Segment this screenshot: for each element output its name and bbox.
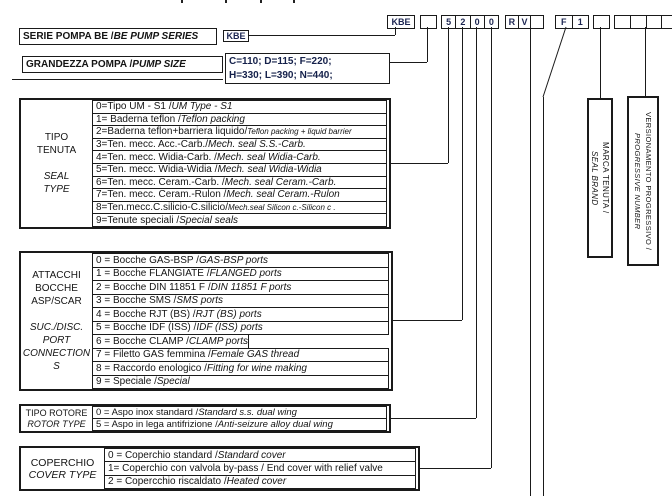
option-text-en: UM Type - S1 bbox=[171, 101, 233, 113]
seal-brand-text-en: SEAL BRAND bbox=[590, 150, 599, 206]
pump-size-values-line2: H=330; L=390; N=440; bbox=[229, 69, 333, 81]
connector-line bbox=[491, 27, 492, 468]
code-box-cell bbox=[421, 16, 436, 28]
section-label-line: BOCCHE bbox=[35, 283, 78, 294]
option-row bbox=[92, 213, 387, 227]
section-label-line: ASP/SCAR bbox=[31, 296, 82, 307]
connector-line bbox=[448, 27, 449, 163]
connector-line bbox=[391, 163, 448, 164]
connector-line bbox=[395, 27, 396, 35]
section-rotor-type bbox=[19, 404, 391, 433]
serie-pompa-value: KBE bbox=[226, 31, 246, 41]
code-box-cell: 5 bbox=[446, 17, 452, 27]
section-cover-type bbox=[19, 446, 420, 491]
option-text: 7 = Filetto GAS femmina / bbox=[96, 349, 211, 361]
option-row bbox=[104, 475, 416, 489]
cropped-text-fragment bbox=[260, 0, 262, 3]
progressive-number-vertical-box bbox=[627, 96, 659, 266]
cropped-text-fragment bbox=[181, 0, 183, 3]
section-label-line bbox=[55, 157, 58, 170]
code-box-cell: F bbox=[561, 17, 567, 27]
grandezza-pompa-label bbox=[22, 56, 223, 73]
option-text-en: Standard s.s. dual wing bbox=[198, 407, 297, 418]
option-row bbox=[92, 418, 387, 431]
code-box-cell: V bbox=[518, 16, 531, 28]
option-text-en: SMS ports bbox=[176, 295, 224, 307]
option-text: 8=Ten.mecc.C.silicio-C.silicio/ bbox=[96, 202, 228, 214]
connector-line bbox=[530, 27, 531, 496]
grandezza-underline bbox=[12, 79, 223, 80]
code-box-cell: 2 bbox=[455, 16, 469, 28]
section-label-line: ATTACCHI bbox=[32, 270, 81, 281]
option-text: 4=Ten. mecc. Widia-Carb. / bbox=[96, 151, 217, 163]
option-text-en: Special bbox=[156, 376, 190, 388]
section-label-line: TIPO ROTORE bbox=[25, 407, 88, 418]
option-text-en: IDF (ISS) ports bbox=[196, 322, 263, 334]
section-rows-port-connections bbox=[92, 253, 389, 389]
option-text-en: Fitting for wine making bbox=[206, 362, 307, 374]
connector-line bbox=[393, 320, 462, 321]
connector-line bbox=[600, 27, 601, 98]
option-text-en: Teflon packing + liquid barrier bbox=[247, 127, 352, 137]
option-text-en: Mech. seal Ceram.-Rulon bbox=[226, 189, 340, 201]
option-text: 0 = Bocche GAS-BSP / bbox=[96, 254, 199, 266]
option-text-en: Anti-seizure alloy dual wing bbox=[217, 419, 333, 430]
connector-line bbox=[476, 27, 477, 418]
option-text: 9=Tenute speciali / bbox=[96, 214, 180, 226]
pump-size-values-box bbox=[225, 53, 390, 84]
connector-line bbox=[462, 27, 463, 320]
section-label-line: S bbox=[53, 361, 60, 372]
pump-size-values-line1: C=110; D=115; F=220; bbox=[229, 55, 332, 67]
connector-line bbox=[390, 62, 427, 63]
section-label-line: ROTOR TYPE bbox=[27, 418, 86, 429]
code-box-group-series bbox=[387, 15, 415, 29]
seal-brand-text-it: MARCA TENUTA / bbox=[601, 142, 610, 214]
option-row bbox=[92, 188, 387, 202]
progressive-number-vertical-text bbox=[632, 98, 654, 264]
code-box-cell bbox=[530, 16, 543, 28]
option-row bbox=[92, 267, 389, 282]
code-box-cell bbox=[646, 16, 662, 28]
code-box-cell: 0 bbox=[470, 16, 484, 28]
option-text: 0 = Aspo inox standard / bbox=[96, 407, 199, 418]
serie-pompa-label-en: BE PUMP SERIES bbox=[113, 31, 199, 42]
option-text-en: Mech.seal Silicon c.-Silicon c . bbox=[227, 203, 336, 213]
option-text: 6 = Bocche CLAMP / bbox=[96, 335, 189, 347]
connector-line bbox=[645, 27, 646, 96]
option-row bbox=[92, 125, 387, 139]
section-label-rotor-type bbox=[21, 406, 92, 431]
section-label-port-connections bbox=[21, 253, 92, 389]
option-row bbox=[92, 253, 389, 268]
option-text: 9 = Speciale / bbox=[96, 376, 157, 388]
option-text-en: DIN 11851 F ports bbox=[210, 281, 292, 293]
connector-line bbox=[391, 418, 476, 419]
code-box-cell: 0 bbox=[484, 16, 498, 28]
option-text-en: Teflon packing bbox=[180, 113, 245, 125]
option-text-en: Standard cover bbox=[217, 449, 286, 461]
code-box-cell: KBE bbox=[391, 17, 411, 27]
connector-line bbox=[427, 27, 428, 62]
option-text: 2=Baderna teflon+barriera liquido/ bbox=[96, 126, 248, 138]
option-text-en: Female GAS thread bbox=[210, 349, 300, 361]
option-text: 5=Ten. mecc. Widia-Widia / bbox=[96, 164, 218, 176]
option-text: 5 = Bocche IDF (ISS) / bbox=[96, 322, 197, 334]
option-row bbox=[92, 321, 389, 336]
option-row bbox=[92, 113, 387, 127]
option-text-en: Heated cover bbox=[226, 476, 287, 488]
seal-brand-vertical-box bbox=[587, 98, 613, 258]
option-text: 5 = Aspo in lega antifrizione / bbox=[96, 419, 218, 430]
option-text: 0=Tipo UM - S1 / bbox=[96, 101, 172, 113]
option-text: 3 = Bocche SMS / bbox=[96, 295, 177, 307]
option-row bbox=[92, 375, 389, 390]
grandezza-pompa-label-it: GRANDEZZA POMPA / bbox=[26, 59, 133, 70]
option-row bbox=[92, 100, 387, 114]
section-rows-rotor-type bbox=[92, 406, 387, 431]
code-box-cell bbox=[630, 16, 646, 28]
option-text-en: FLANGED ports bbox=[209, 268, 282, 280]
option-text: 8 = Raccordo enologico / bbox=[96, 362, 207, 374]
option-text-en: Mech. seal Widia-Widia bbox=[217, 164, 322, 176]
code-box-cell: R bbox=[508, 17, 516, 27]
section-label-line: COPERCHIO bbox=[30, 456, 95, 469]
code-box-cell bbox=[615, 16, 630, 28]
section-label-seal-type bbox=[21, 100, 92, 227]
code-box-group-letters bbox=[505, 15, 544, 29]
connector-line bbox=[248, 35, 395, 36]
option-row bbox=[92, 201, 387, 215]
option-row bbox=[92, 280, 389, 295]
option-row bbox=[92, 176, 387, 190]
grandezza-pompa-label-en: PUMP SIZE bbox=[132, 59, 186, 70]
progressive-number-line2: PROGRESSIVE NUMBER bbox=[633, 132, 642, 230]
option-text-en: CLAMP ports bbox=[188, 335, 249, 347]
option-row bbox=[92, 348, 389, 363]
option-row bbox=[104, 461, 416, 475]
serie-pompa-value-box bbox=[223, 30, 249, 42]
progressive-number-line1: VERSIONAMENTO PROGRESSIVO / bbox=[644, 111, 653, 251]
serie-pompa-label bbox=[19, 28, 217, 45]
option-text: 2 = Copercchio riscaldato / bbox=[108, 476, 227, 488]
option-row bbox=[92, 361, 389, 376]
section-label-line bbox=[55, 308, 58, 321]
cropped-text-fragment bbox=[225, 0, 227, 3]
option-row bbox=[104, 448, 416, 462]
option-text-en: RJT (BS) ports bbox=[195, 308, 262, 320]
code-box-cell bbox=[661, 16, 672, 28]
section-label-line: PORT bbox=[42, 335, 71, 346]
option-text: 0 = Coperchio standard / bbox=[108, 449, 218, 461]
section-rows-seal-type bbox=[92, 100, 387, 227]
cropped-text-fragment bbox=[293, 0, 295, 3]
option-row bbox=[92, 163, 387, 177]
section-label-line: COVER TYPE bbox=[28, 468, 97, 481]
option-text-en: Mech. seal S.S.-Carb. bbox=[208, 139, 306, 151]
option-text-en: GAS-BSP ports bbox=[198, 254, 269, 266]
serie-pompa-label-it: SERIE POMPA BE / bbox=[23, 31, 114, 42]
option-text: 1= Baderna teflon / bbox=[96, 113, 181, 125]
code-box-group-seal-brand bbox=[593, 15, 610, 29]
seal-brand-vertical-text bbox=[589, 100, 611, 256]
option-row bbox=[92, 150, 387, 164]
code-box-group-f-group bbox=[555, 15, 589, 29]
option-row bbox=[92, 294, 389, 309]
option-text: 3=Ten. mecc. Acc.-Carb./ bbox=[96, 139, 208, 151]
code-box-cell bbox=[594, 16, 609, 28]
section-port-connections bbox=[19, 251, 393, 391]
connector-line bbox=[543, 97, 544, 496]
option-row bbox=[92, 334, 249, 349]
section-seal-type bbox=[19, 98, 391, 229]
section-label-line: SUC./DISC. bbox=[29, 322, 84, 333]
option-text-en: Mech. seal Widia-Carb. bbox=[216, 151, 321, 163]
option-text: 4 = Bocche RJT (BS) / bbox=[96, 308, 196, 320]
code-box-group-pump-size bbox=[420, 15, 437, 29]
option-row bbox=[92, 138, 387, 152]
option-text: 1 = Bocche FLANGIATE / bbox=[96, 268, 210, 280]
section-label-line: TYPE bbox=[43, 184, 70, 195]
section-label-line: TIPO bbox=[44, 132, 69, 143]
section-label-cover-type bbox=[21, 448, 104, 489]
section-label-line: CONNECTION bbox=[22, 348, 91, 359]
option-row bbox=[92, 307, 389, 322]
code-box-group-progressive bbox=[614, 15, 672, 29]
option-text: 1= Coperchio con valvola by-pass / End cover with relief valve bbox=[108, 462, 383, 474]
connector-line bbox=[420, 468, 491, 469]
section-label-line: SEAL bbox=[43, 171, 70, 182]
option-text: 2 = Bocche DIN 11851 F / bbox=[96, 281, 211, 293]
option-text-en: Mech. seal Ceram.-Carb. bbox=[224, 176, 337, 188]
code-box-cell: 1 bbox=[572, 16, 589, 28]
section-label-line: TENUTA bbox=[36, 145, 77, 156]
section-rows-cover-type bbox=[104, 448, 416, 489]
option-text: 7=Ten. mecc. Ceram.-Rulon / bbox=[96, 189, 227, 201]
option-text-en: Special seals bbox=[179, 214, 239, 226]
option-text: 6=Ten. mecc. Ceram.-Carb. / bbox=[96, 176, 225, 188]
